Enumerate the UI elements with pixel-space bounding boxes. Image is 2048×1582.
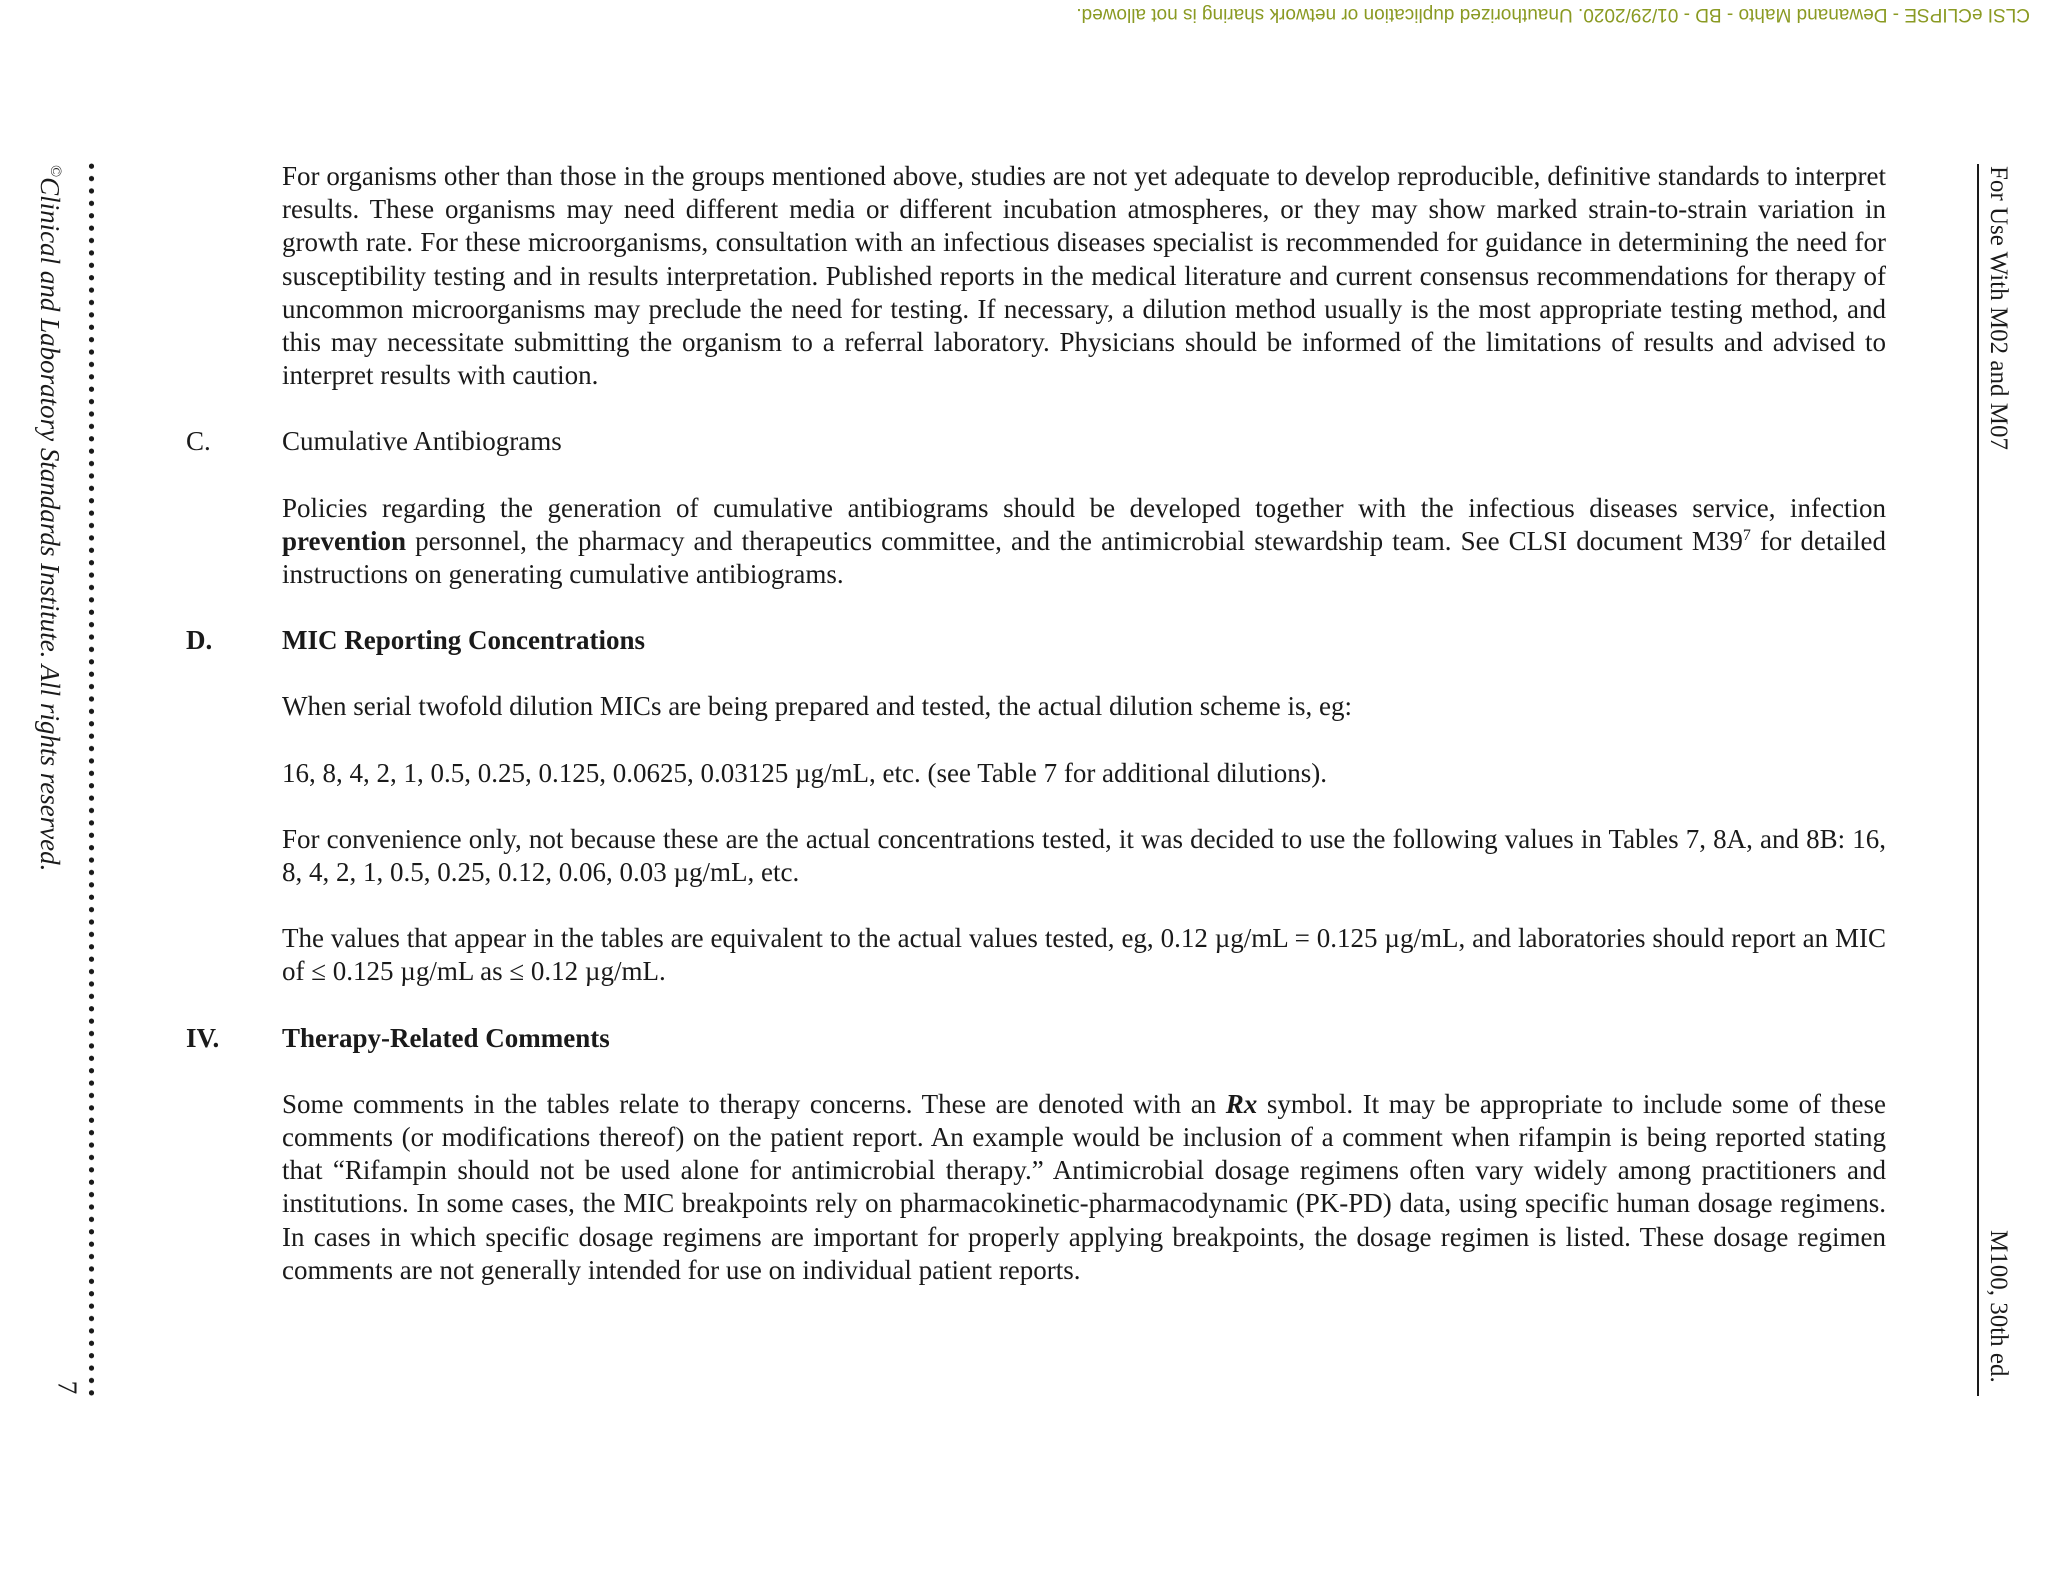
section-d-para2-block (186, 757, 1886, 790)
section-d-paragraph-1: When serial twofold dilution MICs are being prepared and tested, the actual dilution scheme is, eg: (282, 691, 1352, 722)
text-run: for detailed instructions on generating cumulative antibiograms. (282, 525, 1886, 590)
section-c-paragraph (282, 492, 1886, 592)
section-d-heading (186, 624, 1886, 657)
section-iv-paragraph (282, 1088, 1886, 1287)
dotted-rule (88, 160, 95, 1400)
text-run: symbol. It may be appropriate to include some of these comments (or modifications thereof) on the patient report. An example would be inclusion of a comment when rifampin is being reported stating that “Rifampin should not be used alone for antimicrobial therapy.” Antimicrobial dosage regimens often vary widely among practitioners and institutions. In some cases, the MIC breakpoints rely on pharmacokinetic-pharmacodynamic (PK-PD) data, using specific human dosage regimens. In cases in which specific dosage regimens are important for properly applying breakpoints, the dosage regimen is listed. These dosage regimen comments are not generally intended for use on individual patient reports. (282, 1088, 1887, 1285)
section-c-heading (186, 425, 1886, 458)
usage-label: For Use With M02 and M07 (1985, 166, 2012, 450)
text-run: Policies regarding the generation of cumulative antibiograms should be developed together with the infectious diseases service, infection (282, 492, 1886, 523)
section-d-paragraph-3: For convenience only, not because these are the actual concentrations tested, it was decided to use the following values in Tables 7, 8A, and 8B: 16, 8, 4, 2, 1, 0.5, 0.25, 0.12, 0.06, 0.03 µg/mL, etc. (282, 823, 1886, 888)
section-c-paragraph-block (186, 492, 1886, 592)
watermark: CLSI eCLIPSE - Dewanand Mahto - BD - 01/29/2020. Unauthorized duplication or network sharing is not allowed. (1076, 4, 2030, 25)
text-run: Some comments in the tables relate to therapy concerns. These are denoted with an (282, 1088, 1226, 1119)
section-heading: MIC Reporting Concentrations (282, 625, 645, 656)
page-body (186, 160, 1886, 1287)
section-label: D. (186, 625, 213, 656)
section-heading: Therapy-Related Comments (282, 1022, 610, 1053)
section-d-para4-block (186, 922, 1886, 988)
section-d-para3-block (186, 823, 1886, 889)
section-label: IV. (186, 1022, 220, 1053)
section-iv-paragraph-block (186, 1088, 1886, 1287)
rx-symbol: Rx (1225, 1088, 1258, 1119)
section-heading: Cumulative Antibiograms (282, 426, 562, 457)
reference-superscript: 7 (1742, 526, 1751, 544)
intro-block (186, 160, 1886, 392)
edition-label: M100, 30th ed. (1985, 1230, 2012, 1383)
text-run: personnel, the pharmacy and therapeutics committee, and the antimicrobial stewardship team. See CLSI document M39 (406, 525, 1743, 556)
page-number: 7 (52, 1380, 83, 1395)
copyright-symbol: © (47, 165, 64, 178)
copyright-text: Clinical and Laboratory Standards Institute. All rights reserved. (35, 177, 65, 872)
section-iv-heading (186, 1022, 1886, 1055)
right-rule (1977, 164, 1979, 1396)
section-d-paragraph-4: The values that appear in the tables are equivalent to the actual values tested, eg, 0.12 µg/mL = 0.125 µg/mL, and laboratories should report an MIC of ≤ 0.125 µg/mL as ≤ 0.12 µg/mL. (282, 923, 1886, 987)
section-d-para1-block (186, 690, 1886, 723)
copyright-notice (35, 165, 70, 871)
dilution-scheme: 16, 8, 4, 2, 1, 0.5, 0.25, 0.125, 0.0625, 0.03125 µg/mL, etc. (see Table 7 for additional dilutions). (282, 757, 1328, 788)
section-label: C. (186, 426, 211, 457)
bold-term: prevention (282, 525, 407, 556)
intro-paragraph: For organisms other than those in the groups mentioned above, studies are not yet adequate to develop reproducible, definitive standards to interpret results. These organisms may need different media or different incubation atmospheres, or they may show marked strain-to-strain variation in growth rate. For these microorganisms, consultation with an infectious diseases specialist is recommended for guidance in determining the need for susceptibility testing and in results interpretation. Published reports in the medical literature and current consensus recommendations for therapy of uncommon microorganisms may preclude the need for testing. If necessary, a dilution method usually is the most appropriate testing method, and this may necessitate submitting the organism to a referral laboratory. Physicians should be informed of the limitations of results and advised to interpret results with caution. (282, 161, 1886, 391)
